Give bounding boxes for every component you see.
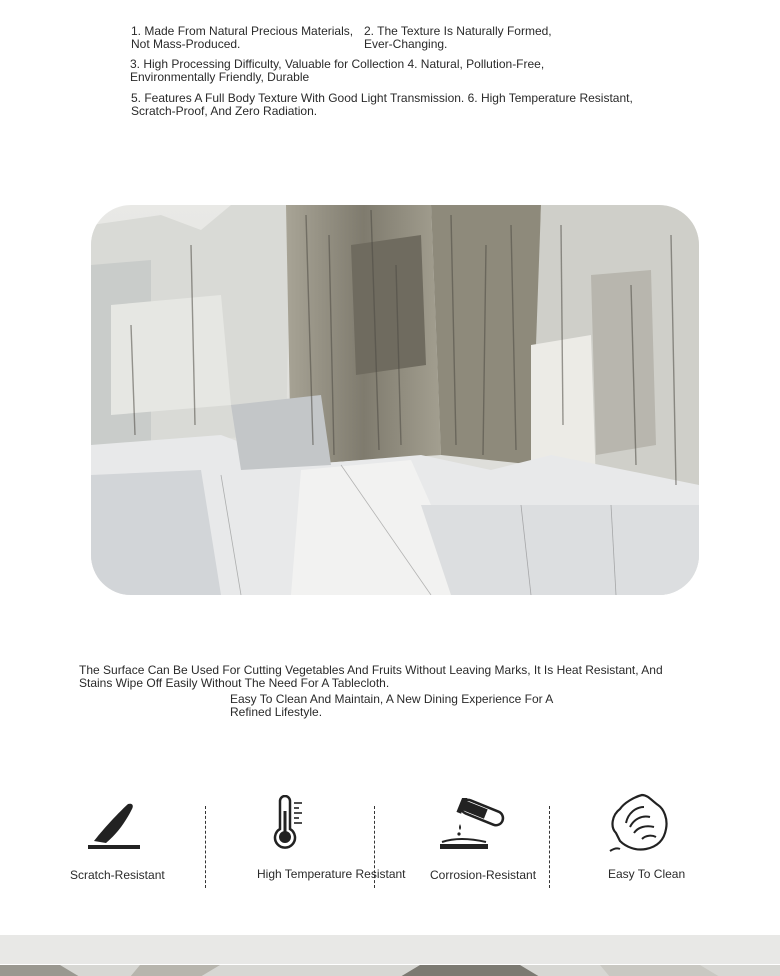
- label-easy-to-clean: Easy To Clean: [608, 867, 686, 881]
- feature-5-6: 5. Features A Full Body Texture With Good Light Transmission. 6. High Temperature Resistant, Scratch-Proof, And Zero Radiation.: [131, 91, 633, 118]
- test-tube-icon: [438, 798, 508, 852]
- section-separator-band: [0, 935, 780, 964]
- label-high-temperature: High Temperature Resistant: [257, 867, 406, 881]
- feature-2: 2. The Texture Is Naturally Formed, Ever-Changing.: [364, 24, 552, 51]
- next-image-strip: [0, 964, 780, 976]
- icon-divider-3: [549, 806, 550, 888]
- icon-divider-1: [205, 806, 206, 888]
- thermometer-icon: [271, 795, 307, 851]
- knife-icon: [86, 801, 142, 851]
- feature-1: 1. Made From Natural Precious Materials, Not Mass-Produced.: [131, 24, 354, 51]
- marble-quarry-image: [91, 205, 699, 595]
- label-scratch-resistant: Scratch-Resistant: [70, 868, 165, 882]
- surface-description: The Surface Can Be Used For Cutting Vegetables And Fruits Without Leaving Marks, It Is Heat Resistant, And Stains Wipe Off Easily Without The Need For A Tablecloth.: [79, 663, 663, 690]
- wiping-hand-icon: [606, 793, 672, 855]
- label-corrosion-resistant: Corrosion-Resistant: [430, 868, 537, 882]
- surface-cleaning-note: Easy To Clean And Maintain, A New Dining Experience For A Refined Lifestyle.: [230, 692, 553, 719]
- feature-3-4: 3. High Processing Difficulty, Valuable for Collection 4. Natural, Pollution-Free, Environmentally Friendly, Durable: [130, 57, 545, 84]
